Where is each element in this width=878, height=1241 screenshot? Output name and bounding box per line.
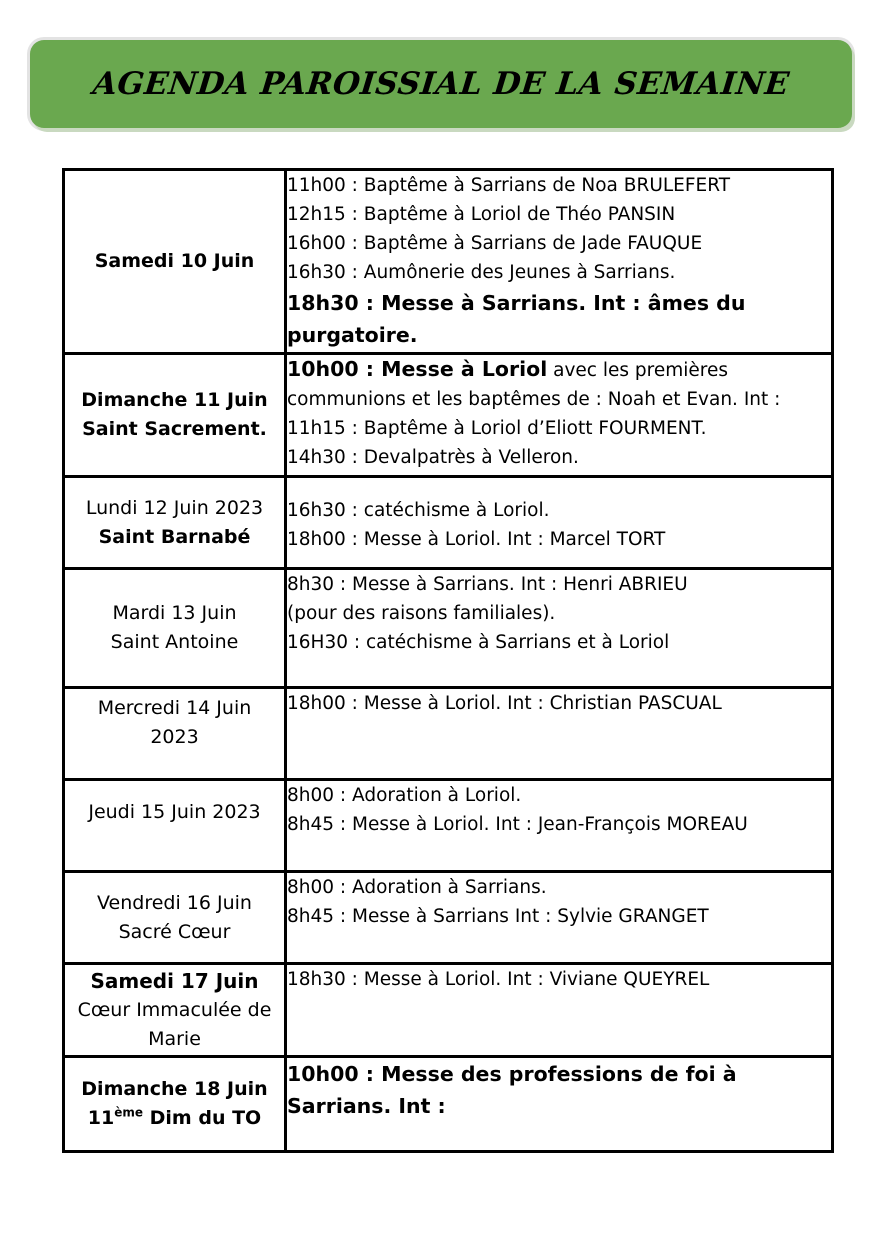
event-line: 8h30 : Messe à Sarrians. Int : Henri ABRIEU xyxy=(287,574,688,595)
event-line: 8h00 : Adoration à Loriol. xyxy=(287,785,522,806)
events-cell xyxy=(286,569,833,688)
day-label: Lundi 12 Juin 2023 xyxy=(85,496,264,519)
event-line: 18h00 : Messe à Loriol. Int : Christian PASCUAL xyxy=(287,693,722,714)
day-cell xyxy=(64,688,286,780)
event-line-bold: 10h00 : Messe des professions de foi à Sarrians. Int : xyxy=(287,1062,737,1118)
feast-text: Dim du TO xyxy=(143,1107,262,1129)
feast-label xyxy=(65,1104,284,1133)
event-line xyxy=(287,355,831,414)
event-line: 11h15 : Baptême à Loriol d’Eliott FOURMENT. xyxy=(287,418,707,439)
day-cell xyxy=(64,569,286,688)
feast-label: Saint Sacrement. xyxy=(82,418,267,440)
event-line: 12h15 : Baptême à Loriol de Théo PANSIN xyxy=(287,204,676,225)
event-line: 11h00 : Baptême à Sarrians de Noa BRULEFERT xyxy=(287,175,730,196)
table-row xyxy=(64,170,833,354)
day-label: Samedi 17 Juin xyxy=(90,968,259,993)
day-label: Dimanche 18 Juin xyxy=(81,1078,268,1100)
events-cell xyxy=(286,170,833,354)
day-cell xyxy=(64,964,286,1057)
day-cell xyxy=(64,170,286,354)
table-row xyxy=(64,872,833,964)
day-label: Jeudi 15 Juin 2023 xyxy=(88,801,261,823)
feast-label: Sacré Cœur xyxy=(118,920,231,943)
table-row xyxy=(64,1057,833,1152)
event-line: 18h00 : Messe à Loriol. Int : Marcel TORT xyxy=(287,529,666,550)
event-line: 16H30 : catéchisme à Sarrians et à Loriol xyxy=(287,632,670,653)
day-cell xyxy=(64,1057,286,1152)
event-line: 16h00 : Baptême à Sarrians de Jade FAUQUE xyxy=(287,233,703,254)
events-cell xyxy=(286,964,833,1057)
event-line: (pour des raisons familiales). xyxy=(287,603,556,624)
event-line: 8h00 : Adoration à Sarrians. xyxy=(287,877,547,898)
event-text: avec les premières communions et les baptêmes de : Noah et Evan. Int : xyxy=(287,360,781,410)
table-row xyxy=(64,964,833,1057)
feast-number: 11 xyxy=(87,1107,115,1129)
event-line: 14h30 : Devalpatrès à Velleron. xyxy=(287,447,579,468)
day-cell xyxy=(64,477,286,569)
agenda-table xyxy=(62,168,834,1153)
event-line: 8h45 : Messe à Sarrians Int : Sylvie GRANGET xyxy=(287,906,709,927)
table-row xyxy=(64,780,833,872)
table-row xyxy=(64,688,833,780)
event-line-bold: 18h30 : Messe à Sarrians. Int : âmes du purgatoire. xyxy=(287,291,746,347)
events-cell xyxy=(286,688,833,780)
day-cell xyxy=(64,354,286,477)
feast-label: Saint Antoine xyxy=(110,631,239,653)
event-time-bold: 10h00 : Messe à Loriol xyxy=(287,357,548,381)
event-line: 16h30 : catéchisme à Loriol. xyxy=(287,500,550,521)
day-cell xyxy=(64,872,286,964)
event-line: 16h30 : Aumônerie des Jeunes à Sarrians. xyxy=(287,262,676,283)
events-cell xyxy=(286,1057,833,1152)
event-line: 8h45 : Messe à Loriol. Int : Jean-François MOREAU xyxy=(287,814,748,835)
day-label: Samedi 10 Juin xyxy=(94,250,255,272)
day-cell xyxy=(64,780,286,872)
table-row xyxy=(64,569,833,688)
page-title: AGENDA PAROISSIAL DE LA SEMAINE xyxy=(91,66,791,102)
events-cell xyxy=(286,354,833,477)
day-label: Mardi 13 Juin xyxy=(112,602,237,624)
event-line: 18h30 : Messe à Loriol. Int : Viviane QUEYREL xyxy=(287,969,710,990)
events-cell xyxy=(286,780,833,872)
table-row xyxy=(64,477,833,569)
feast-label: Saint Barnabé xyxy=(98,525,251,548)
day-label: Mercredi 14 Juin 2023 xyxy=(97,697,252,748)
feast-label: Cœur Immaculée de Marie xyxy=(77,998,272,1050)
events-cell xyxy=(286,477,833,569)
table-row xyxy=(64,354,833,477)
feast-ordinal: ème xyxy=(114,1105,144,1120)
day-label: Vendredi 16 Juin xyxy=(97,891,252,914)
events-cell xyxy=(286,872,833,964)
title-banner xyxy=(30,40,852,128)
day-label: Dimanche 11 Juin xyxy=(81,389,268,411)
